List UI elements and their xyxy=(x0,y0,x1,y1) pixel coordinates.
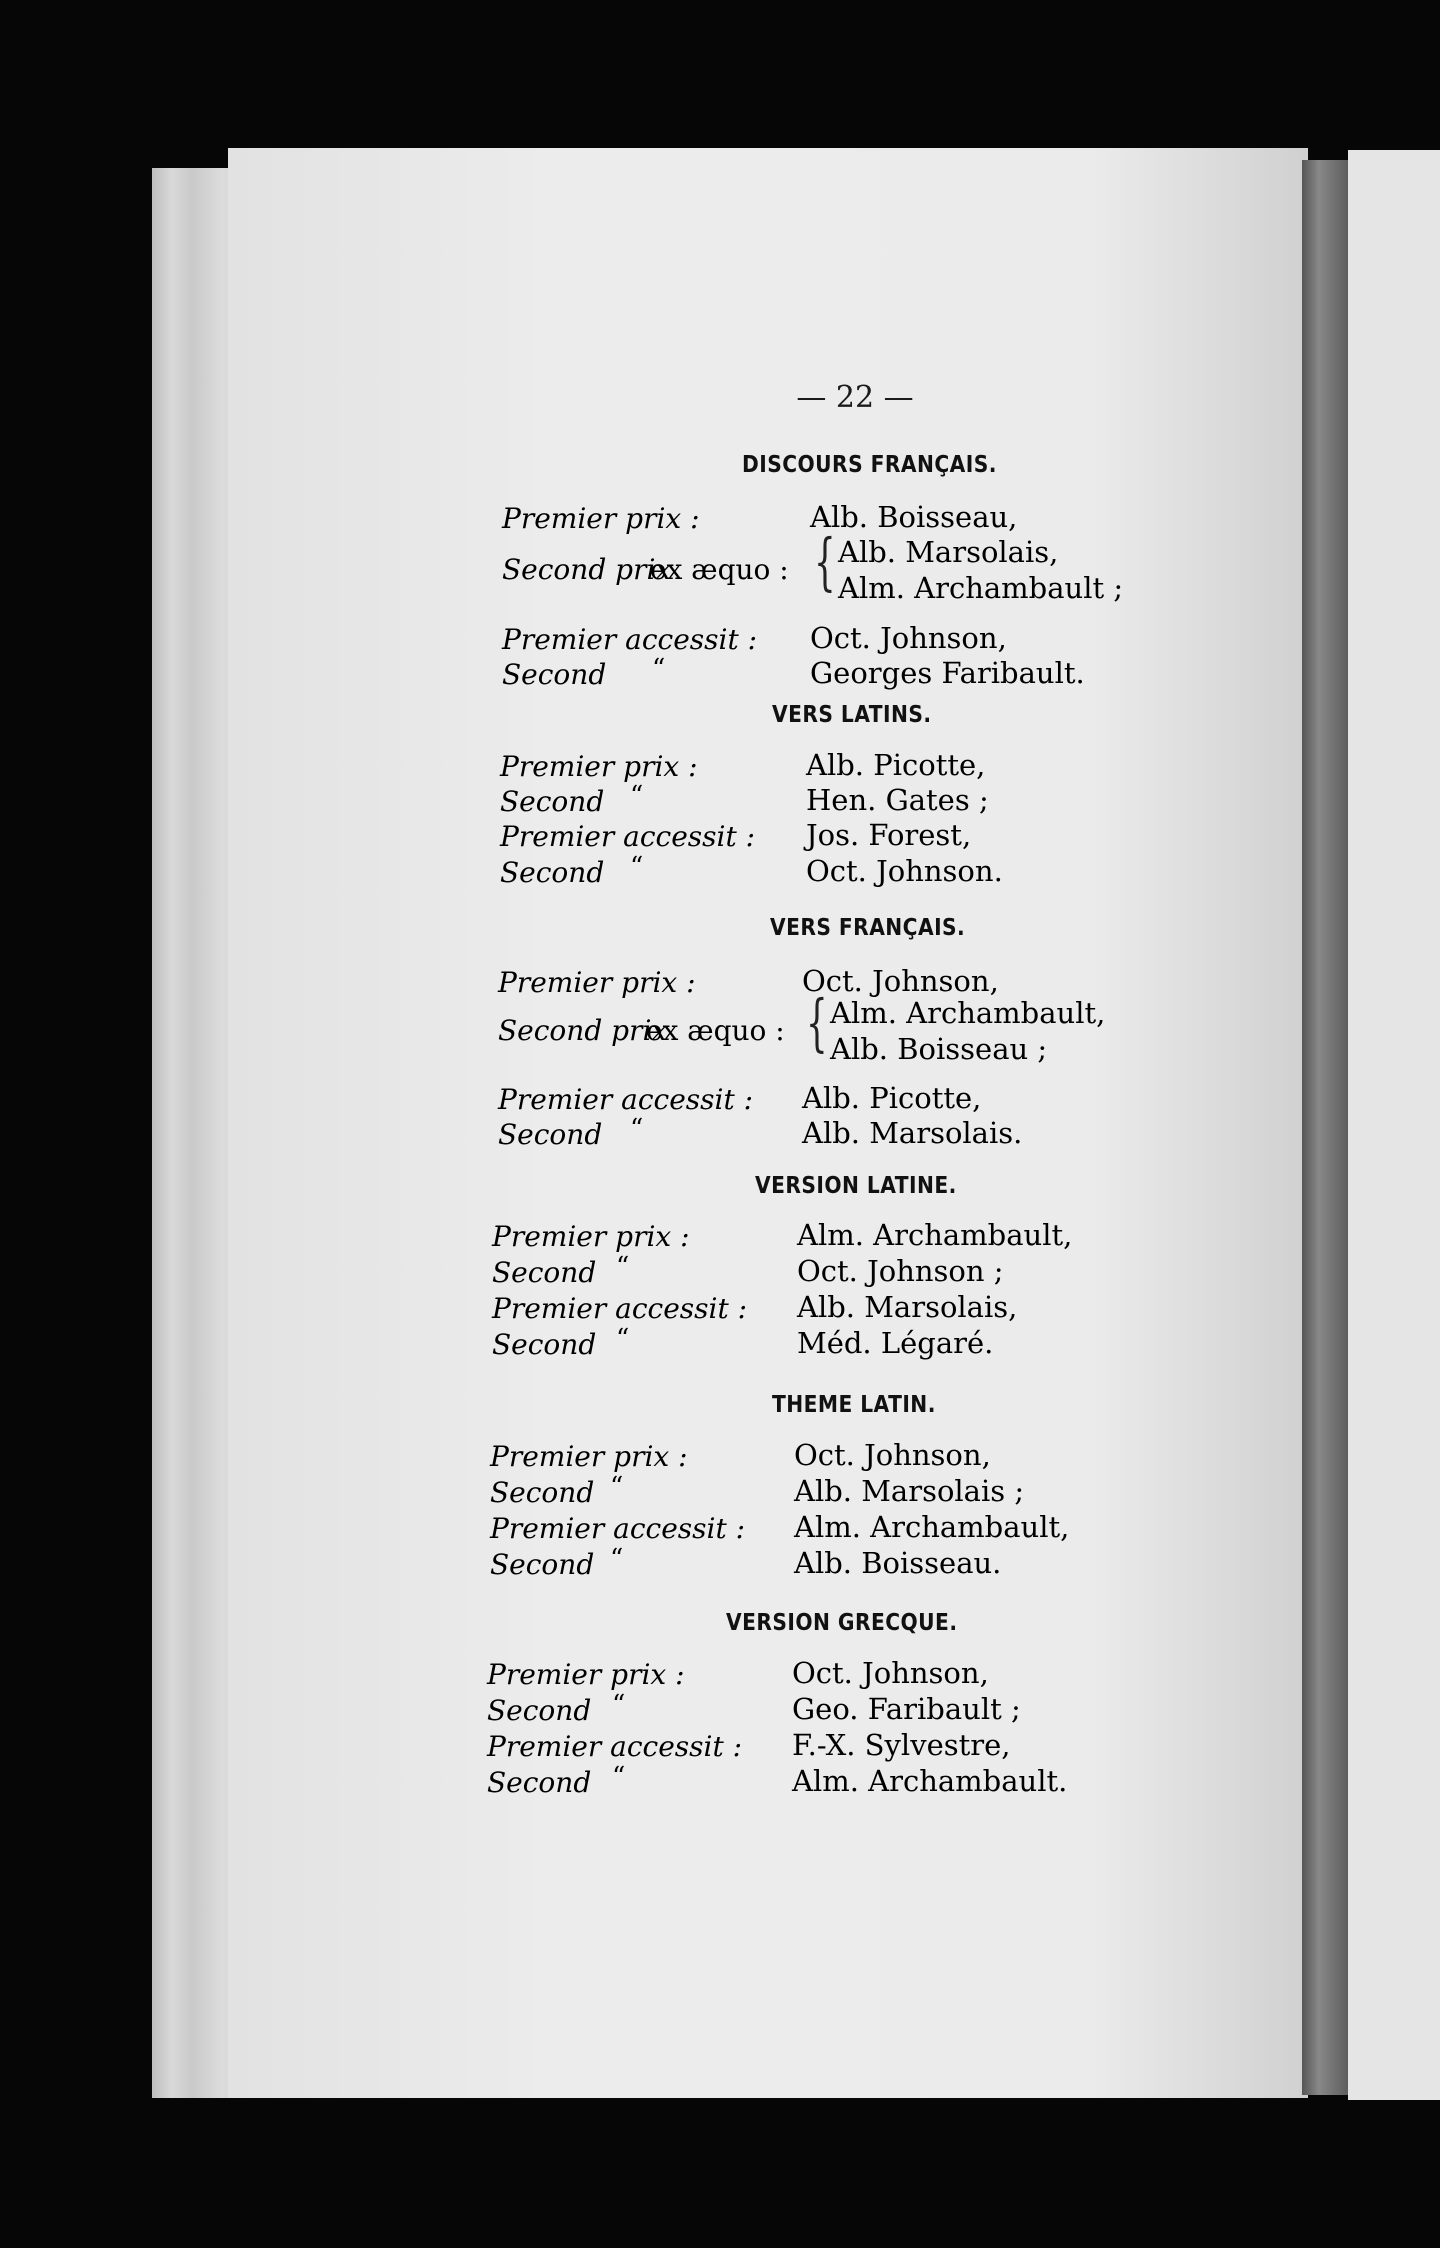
section-heading: VERS FRANÇAIS. xyxy=(770,915,966,941)
prize-label: Premier accessit : xyxy=(490,1512,746,1545)
prize-label: Premier accessit : xyxy=(502,623,758,656)
recipient-name: F.-X. Sylvestre, xyxy=(792,1728,1011,1762)
prize-label: Second prix xyxy=(498,1014,668,1047)
prize-label: Premier accessit : xyxy=(492,1292,748,1325)
ditto-mark: “ xyxy=(612,1762,626,1792)
prize-label: Premier prix : xyxy=(490,1440,688,1473)
recipient-name: Alb. Boisseau. xyxy=(794,1546,1002,1580)
prize-label: Premier prix : xyxy=(487,1658,685,1691)
section-heading: VERS LATINS. xyxy=(772,702,932,728)
prize-label: Second prix xyxy=(502,553,672,586)
prize-label: Second xyxy=(490,1548,595,1581)
ditto-mark: “ xyxy=(610,1472,624,1502)
recipient-name: Oct. Johnson ; xyxy=(797,1254,1004,1288)
recipient-name: Alb. Marsolais ; xyxy=(794,1474,1025,1508)
prize-label: Second xyxy=(498,1118,603,1151)
recipient-name: Alb. Boisseau, xyxy=(810,500,1018,534)
ditto-mark: “ xyxy=(630,1114,644,1144)
ditto-mark: “ xyxy=(630,781,644,811)
section-heading: VERSION GRECQUE. xyxy=(726,1610,958,1636)
prize-label: Premier prix : xyxy=(500,750,698,783)
prize-label: Premier prix : xyxy=(498,966,696,999)
recipient-name: Alb. Boisseau ; xyxy=(830,1032,1048,1066)
ditto-mark: “ xyxy=(610,1544,624,1574)
recipient-name: Alm. Archambault ; xyxy=(838,571,1124,605)
prize-label: Premier accessit : xyxy=(498,1083,754,1116)
page-number: — 22 — xyxy=(796,380,914,415)
prize-label: Second xyxy=(490,1476,595,1509)
recipient-name: Méd. Légaré. xyxy=(797,1326,994,1360)
section-heading: DISCOURS FRANÇAIS. xyxy=(742,452,997,478)
recipient-name: Oct. Johnson, xyxy=(794,1438,991,1472)
recipient-name: Alm. Archambault, xyxy=(830,996,1106,1030)
recipient-name: Jos. Forest, xyxy=(806,818,972,852)
book-page xyxy=(228,148,1308,2098)
recipient-name: Alm. Archambault, xyxy=(797,1218,1073,1252)
recipient-name: Oct. Johnson, xyxy=(810,621,1007,655)
ditto-mark: “ xyxy=(652,654,666,684)
recipient-name: Alb. Picotte, xyxy=(802,1081,982,1115)
prize-label-suffix: ex æquo : xyxy=(646,1014,785,1047)
recipient-name: Alb. Marsolais, xyxy=(838,535,1059,569)
recipient-name: Alb. Picotte, xyxy=(806,748,986,782)
recipient-name: Geo. Faribault ; xyxy=(792,1692,1021,1726)
recipient-name: Oct. Johnson, xyxy=(802,964,999,998)
prize-label: Second xyxy=(492,1328,597,1361)
recipient-name: Oct. Johnson, xyxy=(792,1656,989,1690)
prize-label: Premier prix : xyxy=(502,502,700,535)
book-gutter xyxy=(1302,160,1350,2095)
recipient-name: Alm. Archambault. xyxy=(792,1764,1068,1798)
brace-icon: { xyxy=(806,986,828,1059)
prize-label: Second xyxy=(487,1694,592,1727)
prize-label: Second xyxy=(492,1256,597,1289)
prize-label: Premier accessit : xyxy=(500,820,756,853)
prize-label: Second xyxy=(502,658,607,691)
recipient-name: Hen. Gates ; xyxy=(806,783,989,817)
recipient-name: Alm. Archambault, xyxy=(794,1510,1070,1544)
prize-label: Second xyxy=(487,1766,592,1799)
section-heading: VERSION LATINE. xyxy=(755,1173,957,1199)
recipient-name: Alb. Marsolais. xyxy=(802,1116,1023,1150)
ditto-mark: “ xyxy=(616,1324,630,1354)
prize-label: Premier accessit : xyxy=(487,1730,743,1763)
recipient-name: Georges Faribault. xyxy=(810,656,1085,690)
brace-icon: { xyxy=(814,525,836,598)
recipient-name: Oct. Johnson. xyxy=(806,854,1003,888)
prize-label: Premier prix : xyxy=(492,1220,690,1253)
ditto-mark: “ xyxy=(630,852,644,882)
ditto-mark: “ xyxy=(612,1690,626,1720)
prize-label-suffix: ex æquo : xyxy=(650,553,789,586)
prize-label: Second xyxy=(500,785,605,818)
facing-page-edge xyxy=(1348,150,1440,2100)
prize-label: Second xyxy=(500,856,605,889)
section-heading: THEME LATIN. xyxy=(772,1392,936,1418)
ditto-mark: “ xyxy=(616,1252,630,1282)
recipient-name: Alb. Marsolais, xyxy=(797,1290,1018,1324)
